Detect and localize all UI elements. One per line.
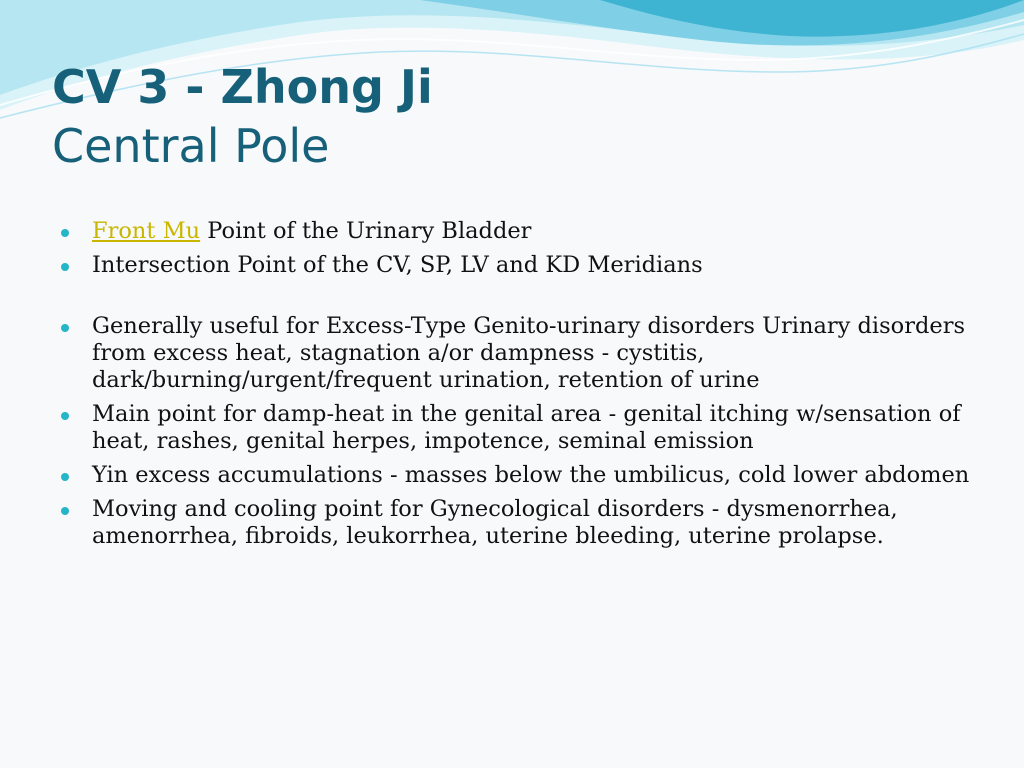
bullet-item (60, 401, 980, 455)
bullet-item (60, 462, 980, 489)
bullet-item (60, 496, 980, 550)
bullet-text: Intersection Point of the CV, SP, LV and KD Meridians (92, 252, 703, 278)
bullet-item (60, 313, 980, 394)
slide-subtitle: Central Pole (52, 119, 330, 173)
bullet-item (60, 218, 980, 245)
bullet-text: Yin excess accumulations - masses below the umbilicus, cold lower abdomen (92, 462, 970, 488)
bullet-item (60, 252, 980, 279)
front-mu-link[interactable]: Front Mu (92, 218, 201, 244)
bullet-dot-icon (61, 473, 69, 481)
bullet-text: Point of the Urinary Bladder (200, 218, 532, 244)
bullet-list (60, 218, 980, 557)
bullet-text: Generally useful for Excess-Type Genito-urinary disorders Urinary disorders from excess heat, stagnation a/or dampness - cystitis, dark/burning/urgent/frequent urination, retention of urine (92, 313, 965, 393)
slide-title: CV 3 - Zhong Ji (52, 60, 433, 114)
bullet-dot-icon (61, 507, 69, 515)
bullet-text: Main point for damp-heat in the genital area - genital itching w/sensation of heat, rashes, genital herpes, impotence, seminal emission (92, 401, 961, 454)
bullet-dot-icon (61, 229, 69, 237)
bullet-dot-icon (61, 324, 69, 332)
bullet-dot-icon (61, 412, 69, 420)
title-block (52, 58, 952, 176)
bullet-text: Moving and cooling point for Gynecological disorders - dysmenorrhea, amenorrhea, fibroids, leukorrhea, uterine bleeding, uterine prolapse. (92, 496, 898, 549)
bullet-dot-icon (61, 263, 69, 271)
